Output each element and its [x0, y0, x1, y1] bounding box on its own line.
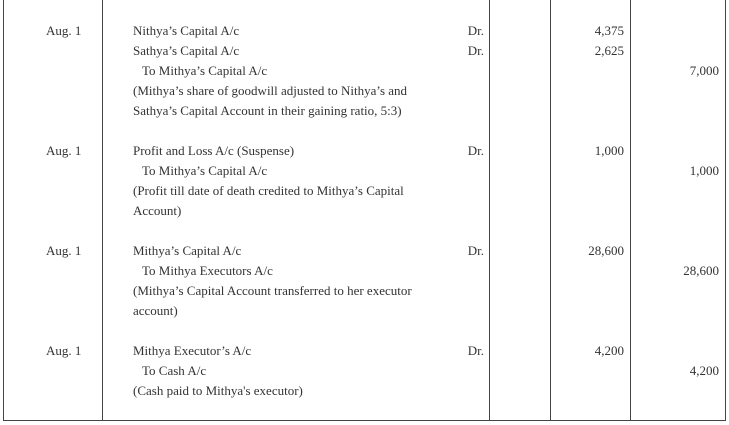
credit-amount-column — [632, 141, 719, 181]
dr-marker: Dr. — [467, 143, 484, 158]
dr-marker: Dr. — [467, 343, 484, 358]
debit-amount: 4,375 — [594, 23, 624, 38]
entry-particulars — [133, 241, 453, 321]
entry-narration: (Mithya’s share of goodwill adjusted to Nithya’s and Sathya’s Capital Account in their gaining ratio, 5:3) — [133, 83, 408, 118]
entry-date: Aug. 1 — [46, 343, 82, 358]
column-divider-lf-end — [550, 0, 551, 420]
debit-amount-column — [552, 241, 624, 281]
entry-particulars — [133, 21, 453, 121]
debit-amount: 28,600 — [588, 243, 624, 258]
debit-amount: 4,200 — [594, 343, 624, 358]
dr-marker — [434, 361, 484, 381]
entry-date: Aug. 1 — [46, 243, 82, 258]
entry-particulars — [133, 141, 453, 221]
credit-amount-column — [632, 21, 719, 81]
dr-marker-column — [434, 341, 484, 381]
credit-amount — [632, 141, 719, 161]
debit-amount — [552, 261, 624, 281]
debit-amount: 1,000 — [594, 143, 624, 158]
credit-account-line: To Mithya’s Capital A/c — [142, 163, 268, 178]
credit-amount: 4,200 — [689, 363, 719, 378]
credit-amount: 7,000 — [689, 63, 719, 78]
debit-amount: 2,625 — [594, 43, 624, 58]
dr-marker: Dr. — [467, 243, 484, 258]
debit-account-line: Sathya’s Capital A/c — [133, 43, 240, 58]
entry-narration: (Cash paid to Mithya's executor) — [133, 383, 303, 398]
credit-amount: 28,600 — [683, 263, 719, 278]
credit-amount-column — [632, 241, 719, 281]
entry-narration: (Mithya’s Capital Account transferred to her executor account) — [133, 283, 412, 318]
dr-marker — [434, 161, 484, 181]
credit-account-line: To Cash A/c — [142, 363, 207, 378]
debit-amount — [552, 361, 624, 381]
credit-amount — [632, 241, 719, 261]
dr-marker-column — [434, 241, 484, 281]
debit-account-line: Nithya’s Capital A/c — [133, 23, 240, 38]
credit-amount — [632, 341, 719, 361]
dr-marker-column — [434, 21, 484, 81]
dr-marker: Dr. — [467, 43, 484, 58]
credit-amount: 1,000 — [689, 163, 719, 178]
debit-amount — [552, 61, 624, 81]
debit-account-line: Mithya Executor’s A/c — [133, 343, 252, 358]
column-divider-lf — [489, 0, 490, 420]
debit-amount-column — [552, 21, 624, 81]
entry-date: Aug. 1 — [46, 143, 82, 158]
credit-amount — [632, 21, 719, 41]
dr-marker — [434, 261, 484, 281]
column-divider-date — [102, 0, 103, 420]
entry-date: Aug. 1 — [46, 23, 82, 38]
debit-account-line: Profit and Loss A/c (Suspense) — [133, 143, 295, 158]
debit-amount — [552, 161, 624, 181]
credit-account-line: To Mithya’s Capital A/c — [142, 63, 268, 78]
debit-account-line: Mithya’s Capital A/c — [133, 243, 242, 258]
credit-amount-column — [632, 341, 719, 381]
journal-table — [3, 0, 726, 421]
debit-amount-column — [552, 341, 624, 381]
debit-amount-column — [552, 141, 624, 181]
entry-narration: (Profit till date of death credited to Mithya’s Capital Account) — [133, 183, 404, 218]
credit-account-line: To Mithya Executors A/c — [142, 263, 273, 278]
dr-marker: Dr. — [467, 23, 484, 38]
column-divider-debit — [630, 0, 631, 420]
dr-marker — [434, 61, 484, 81]
credit-amount — [632, 41, 719, 61]
dr-marker-column — [434, 141, 484, 181]
entry-particulars — [133, 341, 453, 401]
